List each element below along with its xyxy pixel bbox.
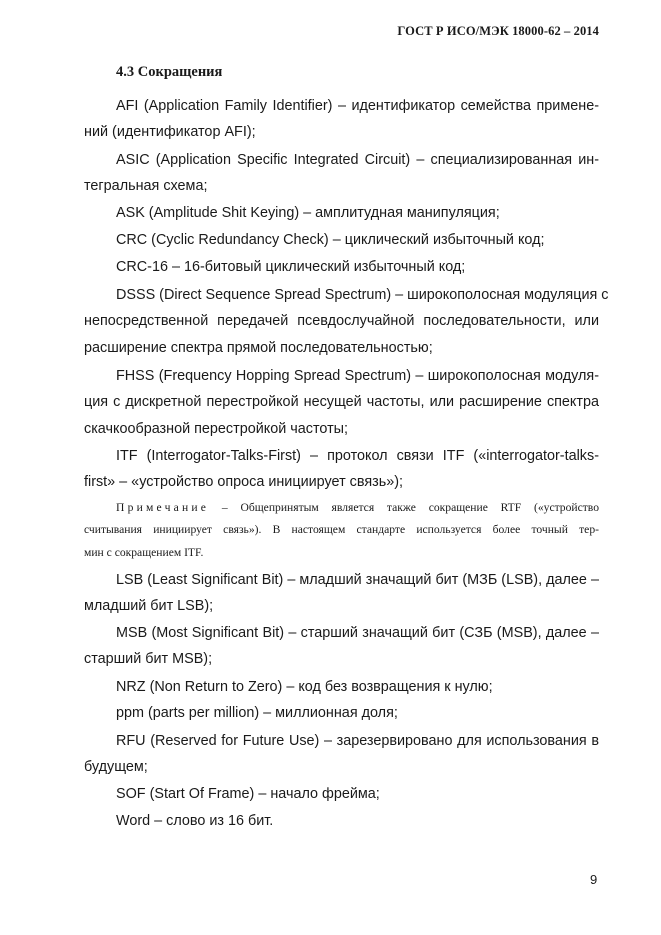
abbrev-msb-line-1: MSB (Most Significant Bit) – старший значащий бит (СЗБ (MSB), далее – [116, 625, 599, 641]
abbrev-crc16: CRC-16 – 16-битовый циклический избыточный код; [116, 259, 466, 275]
abbrev-asic-line-2: тегральная схема; [84, 178, 208, 194]
abbrev-dsss-line-3: расширение спектра прямой последовательностью; [84, 340, 433, 356]
abbrev-nrz: NRZ (Non Return to Zero) – код без возвращения к нулю; [116, 679, 493, 695]
abbrev-rfu-line-2: будущем; [84, 759, 148, 775]
abbrev-asic-line-1: ASIC (Application Specific Integrated Circuit) – специализированная ин- [116, 152, 599, 168]
note-line-1 [116, 500, 599, 516]
abbrev-ask: ASK (Amplitude Shit Keying) – амплитудная манипуляция; [116, 205, 500, 221]
abbrev-word: Word – слово из 16 бит. [116, 813, 274, 829]
abbrev-crc: CRC (Cyclic Redundancy Check) – циклический избыточный код; [116, 232, 545, 248]
abbrev-fhss-line-2: ция с дискретной перестройкой несущей частоты, или расширение спектра [84, 394, 599, 410]
page-number: 9 [590, 872, 598, 887]
abbrev-fhss-line-3: скачкообразной перестройкой частоты; [84, 421, 349, 437]
note-line-1-text: – Общепринятым является также сокращение RTF («устройство [209, 501, 599, 514]
abbrev-msb-line-2: старший бит MSB); [84, 651, 213, 667]
abbrev-afi-line-1: AFI (Application Family Identifier) – идентификатор семейства примене- [116, 98, 599, 114]
abbrev-afi-line-2: ний (идентификатор AFI); [84, 124, 256, 140]
running-header: ГОСТ Р ИСО/МЭК 18000-62 – 2014 [397, 24, 599, 38]
abbrev-itf-line-2: first» – «устройство опроса инициирует связь»); [84, 474, 404, 490]
abbrev-dsss-line-2: непосредственной передачей псевдослучайной последовательности, или [84, 313, 599, 329]
note-label: Примечание [116, 501, 210, 514]
abbrev-lsb-line-2: младший бит LSB); [84, 598, 214, 614]
abbrev-dsss-line-1: DSSS (Direct Sequence Spread Spectrum) – широкополосная модуляция с [116, 287, 609, 303]
abbrev-rfu-line-1: RFU (Reserved for Future Use) – зарезервировано для использования в [116, 733, 599, 749]
abbrev-fhss-line-1: FHSS (Frequency Hopping Spread Spectrum) – широкополосная модуля- [116, 368, 599, 384]
section-title: 4.3 Сокращения [116, 64, 223, 80]
abbrev-itf-line-1: ITF (Interrogator-Talks-First) – протокол связи ITF («interrogator-talks- [116, 448, 599, 464]
abbrev-lsb-line-1: LSB (Least Significant Bit) – младший значащий бит (МЗБ (LSB), далее – [116, 572, 599, 588]
note-line-2: считывания инициирует связь»). В настоящем стандарте используется более точный тер- [84, 523, 599, 536]
note-line-3: мин с сокращением ITF. [84, 546, 204, 559]
abbrev-sof: SOF (Start Of Frame) – начало фрейма; [116, 786, 380, 802]
abbrev-ppm: ppm (parts per million) – миллионная доля; [116, 705, 398, 721]
